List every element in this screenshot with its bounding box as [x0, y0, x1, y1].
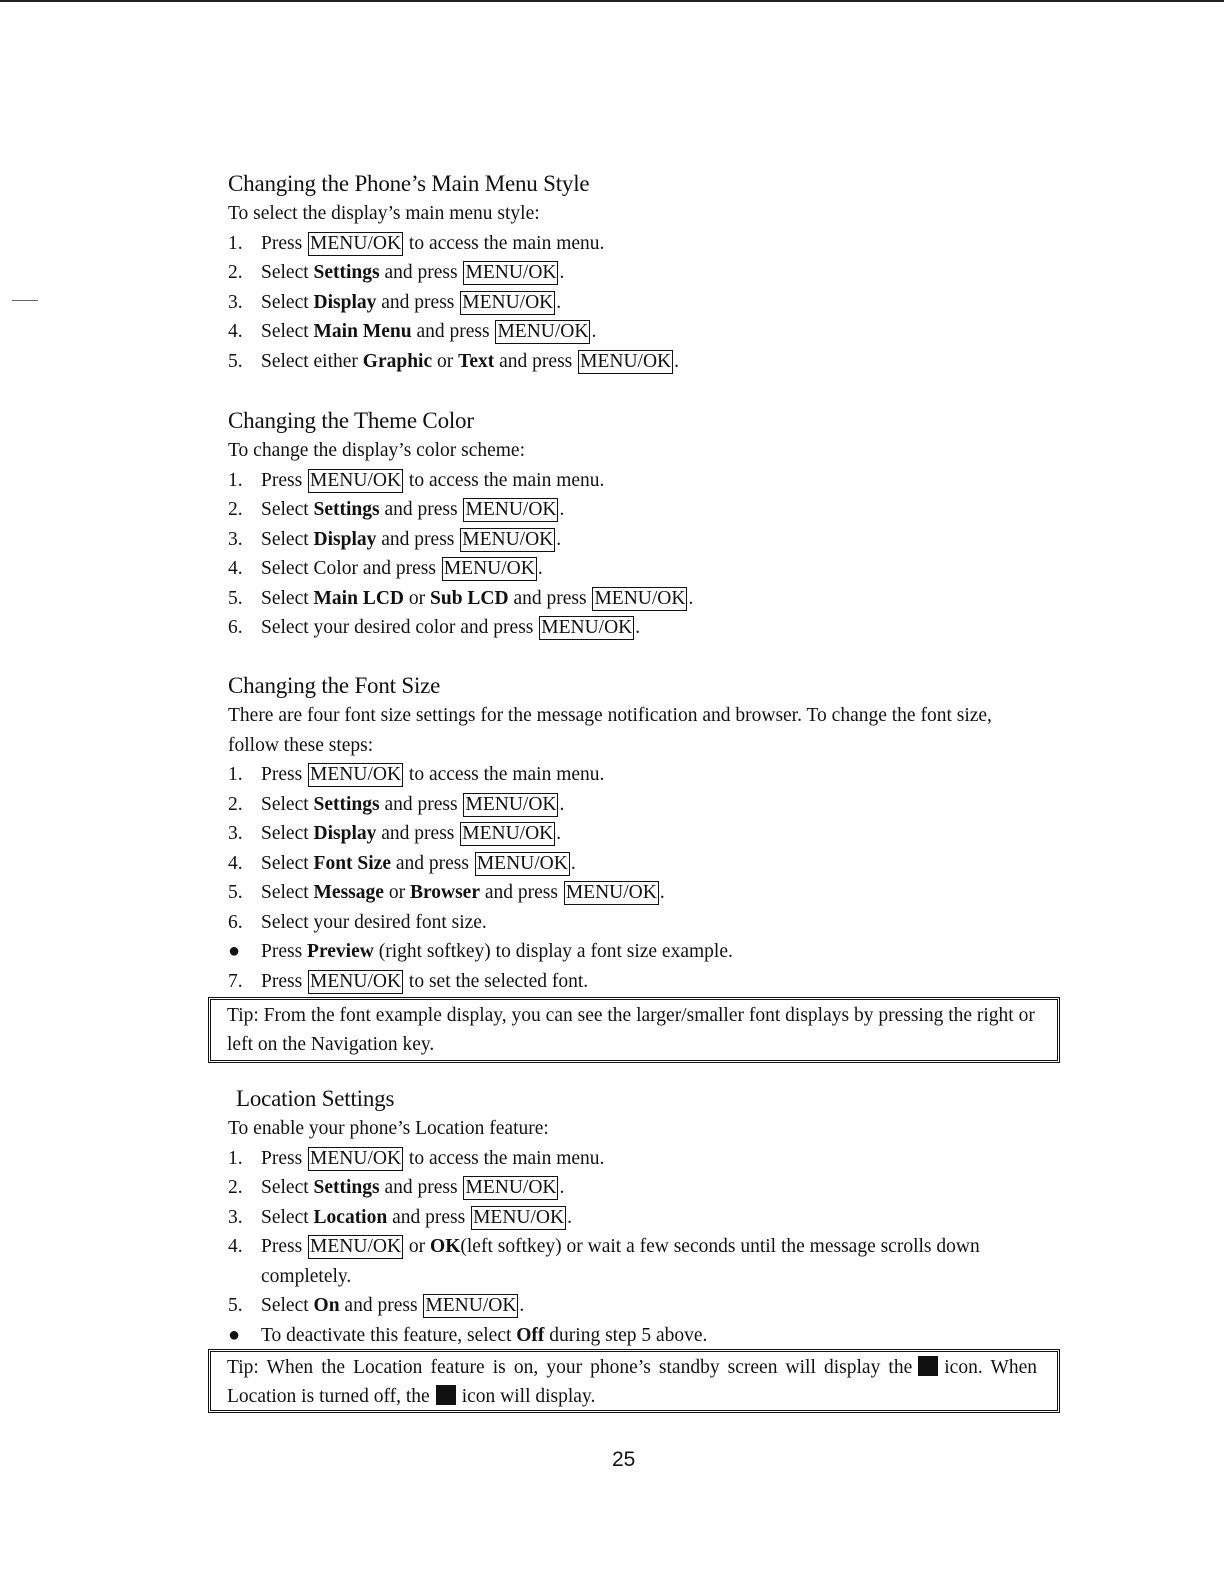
location-off-icon [436, 1385, 456, 1405]
menu-ok-key: MENU/OK [580, 350, 672, 372]
list-item: 4. Select Color and press MENU/OK . [228, 558, 543, 579]
list-item: 3. Select Display and press MENU/OK . [228, 823, 562, 844]
list-item: 3. Select Display and press MENU/OK . [228, 291, 562, 313]
list-item: 2. Select Settings and press MENU/OK . [228, 262, 565, 283]
section-theme-color [228, 406, 1058, 643]
list-item: 1. Press MENU/OK to access the main menu. [228, 232, 605, 254]
scan-mark [12, 300, 38, 301]
page-top-rule [0, 0, 1224, 2]
list-item: 6. Select your desired font size. [228, 911, 487, 933]
section-location [228, 1084, 1058, 1350]
list-item: 4. Select Main Menu and press MENU/OK . [228, 321, 597, 342]
section-main-menu-style [228, 169, 1058, 376]
menu-ok-key: MENU/OK [565, 882, 657, 903]
list-item: 1. Press MENU/OK to access the main menu. [228, 469, 605, 491]
list-item: 4. Press MENU/OK or OK(left softkey) or wait a few seconds until the message scrolls down completely. [228, 1236, 980, 1287]
page-number: 25 [612, 1448, 636, 1471]
section-intro: To enable your phone’s Location feature: [228, 1118, 549, 1139]
section-font-size [228, 671, 1058, 996]
bullet-icon: ● [228, 940, 241, 962]
menu-ok-key: MENU/OK [465, 793, 557, 815]
section-title: Changing the Font Size [228, 673, 441, 698]
tip-text: icon will display. [461, 1386, 596, 1407]
list-item: 3. Select Display and press MENU/OK . [228, 528, 562, 550]
menu-ok-key: MENU/OK [462, 823, 554, 844]
menu-ok-key: MENU/OK [462, 528, 554, 550]
list-item: 5. Select either Graphic or Text and press MENU/OK . [228, 350, 679, 372]
tip-text: Tip: When the Location feature is on, your phone’s standby screen will display the [227, 1357, 913, 1378]
menu-ok-key: MENU/OK [310, 1236, 402, 1257]
section-intro: There are four font size settings for the message notification and browser. To change the font size, follow these steps: [228, 705, 992, 756]
menu-ok-key: MENU/OK [465, 262, 557, 283]
list-item: 1. Press MENU/OK to access the main menu. [228, 764, 605, 785]
list-item: ● Press Preview (right softkey) to display a font size example. [228, 937, 1058, 967]
list-item: 2. Select Settings and press MENU/OK . [228, 499, 565, 520]
list-item: 6. Select your desired color and press MENU/OK . [228, 617, 641, 638]
tip-text: Tip: From the font example display, you can see the larger/smaller font displays by pressing the right or left on the Navigation key. [227, 1005, 1035, 1055]
list-item: 1. Press MENU/OK to access the main menu. [228, 1147, 605, 1169]
list-item: 3. Select Location and press MENU/OK . [228, 1206, 572, 1228]
menu-ok-key: MENU/OK [443, 558, 535, 579]
menu-ok-key: MENU/OK [310, 764, 402, 785]
list-item: ● To deactivate this feature, select Off during step 5 above. [228, 1321, 1058, 1351]
menu-ok-key: MENU/OK [465, 1177, 557, 1198]
tip-text: icon. When Location is turned off, the [227, 1357, 1038, 1407]
section-intro: To select the display’s main menu style: [228, 203, 540, 224]
menu-ok-key: MENU/OK [497, 321, 589, 342]
list-item: 5. Select Main LCD or Sub LCD and press MENU/OK . [228, 587, 694, 609]
section-title: Changing the Phone’s Main Menu Style [228, 171, 590, 196]
list-item: 5. Select On and press MENU/OK . [228, 1295, 525, 1316]
bullet-icon: ● [228, 1323, 241, 1346]
menu-ok-key: MENU/OK [310, 1147, 402, 1169]
list-item: 2. Select Settings and press MENU/OK . [228, 793, 565, 815]
menu-ok-key: MENU/OK [473, 1206, 565, 1228]
list-item: 4. Select Font Size and press MENU/OK . [228, 852, 576, 874]
menu-ok-key: MENU/OK [425, 1295, 517, 1316]
section-intro: To change the display’s color scheme: [228, 440, 526, 461]
menu-ok-key: MENU/OK [476, 852, 568, 874]
menu-ok-key: MENU/OK [465, 499, 557, 520]
list-item: 7. Press MENU/OK to set the selected font. [228, 970, 589, 992]
menu-ok-key: MENU/OK [310, 970, 402, 992]
list-item: 5. Select Message or Browser and press MENU/OK . [228, 882, 665, 903]
menu-ok-key: MENU/OK [310, 469, 402, 491]
menu-ok-key: MENU/OK [594, 587, 686, 609]
tip-box-font [208, 997, 1060, 1063]
menu-ok-key: MENU/OK [541, 617, 633, 638]
section-title: Changing the Theme Color [228, 408, 474, 433]
menu-ok-key: MENU/OK [462, 291, 554, 313]
section-title: Location Settings [236, 1086, 395, 1111]
list-item: 2. Select Settings and press MENU/OK . [228, 1177, 565, 1198]
menu-ok-key: MENU/OK [310, 232, 402, 254]
location-on-icon [918, 1356, 938, 1376]
tip-box-location [208, 1349, 1060, 1413]
